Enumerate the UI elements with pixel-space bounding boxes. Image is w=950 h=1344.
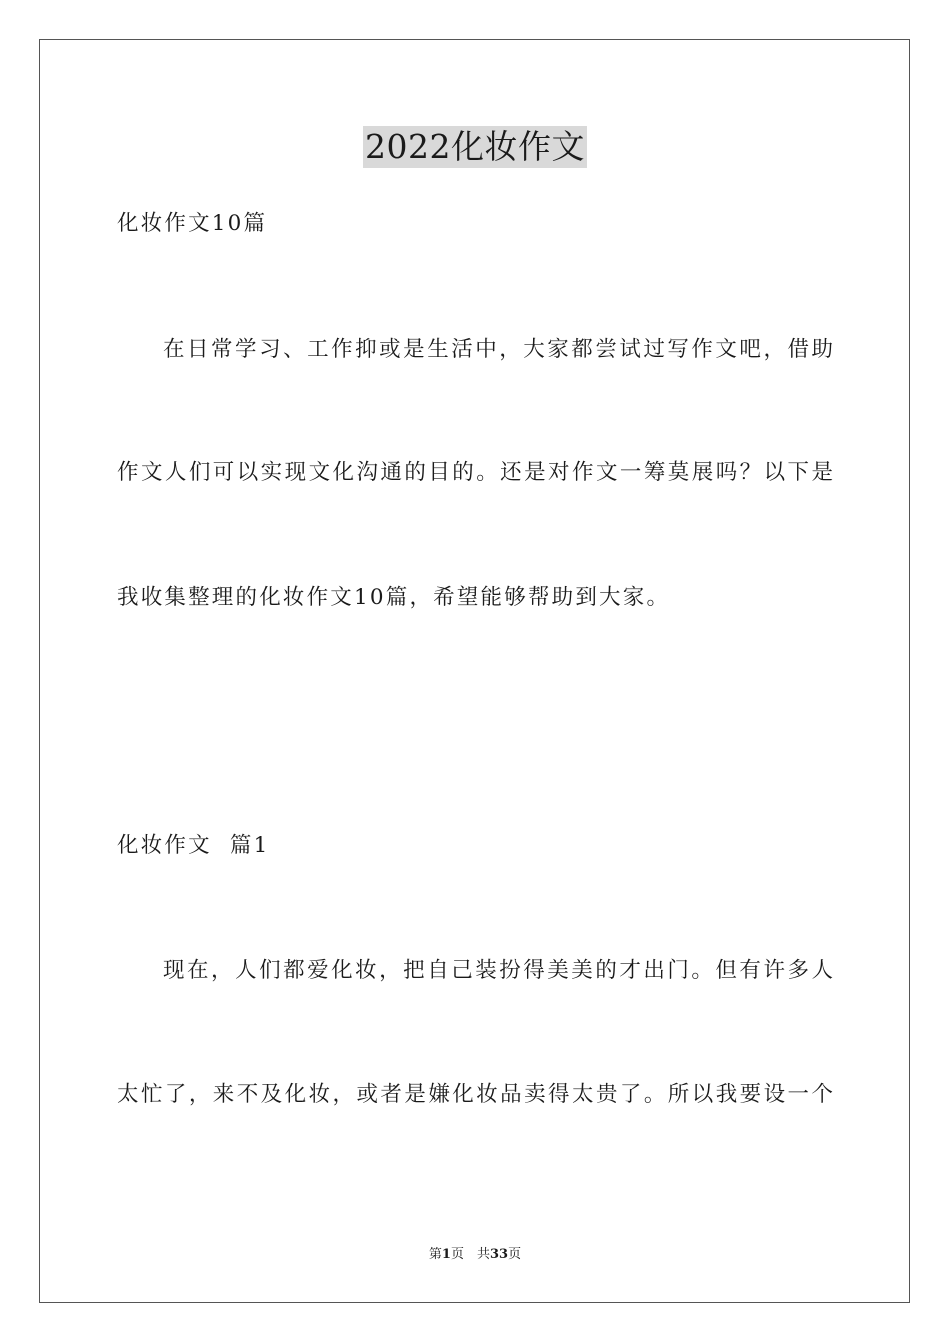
section-paragraph-line-2: 太忙了，来不及化妆，或者是嫌化妆品卖得太贵了。所以我要设一个 — [117, 1082, 833, 1107]
document-subtitle: 化妆作文10篇 — [117, 211, 268, 236]
footer-page-prefix: 第 — [428, 1247, 442, 1262]
document-title: 2022化妆作文 — [365, 127, 585, 166]
intro-paragraph-line-2: 作文人们可以实现文化沟通的目的。还是对作文一筹莫展吗？以下是 — [117, 460, 833, 485]
footer-page-total: 33 — [489, 1247, 509, 1262]
intro-paragraph-line-1: 在日常学习、工作抑或是生活中，大家都尝试过写作文吧，借助 — [163, 337, 833, 362]
intro-paragraph-line-3: 我收集整理的化妆作文10篇，希望能够帮助到大家。 — [117, 585, 671, 610]
footer-page-mid: 页 共 — [450, 1247, 490, 1262]
footer-page-suffix: 页 — [508, 1247, 522, 1262]
section-paragraph-line-1: 现在，人们都爱化妆，把自己装扮得美美的才出门。但有许多人 — [163, 958, 833, 983]
title-wrapper — [0, 126, 950, 168]
footer-page-current: 1 — [441, 1247, 451, 1262]
page-footer — [0, 1246, 950, 1264]
section-heading: 化妆作文 篇1 — [117, 833, 270, 858]
